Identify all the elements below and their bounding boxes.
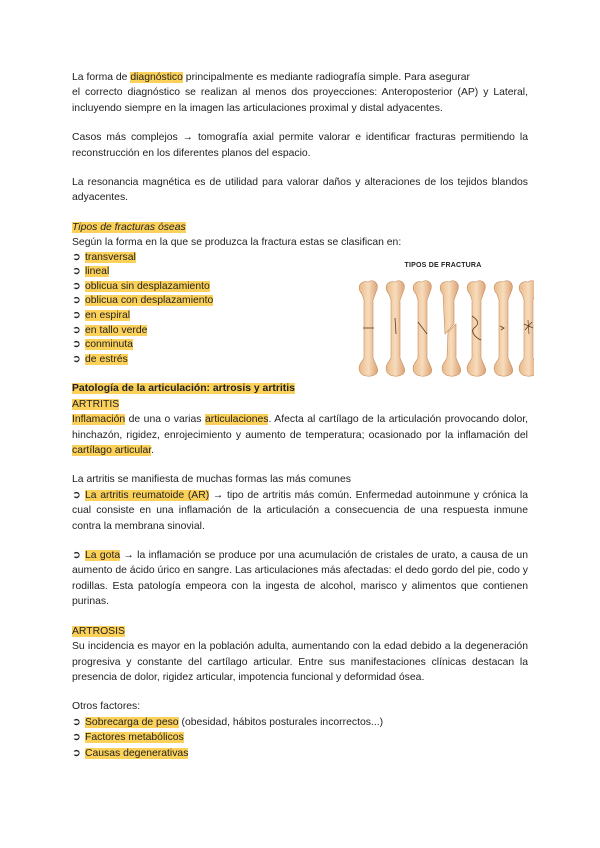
paragraph-artritis <box>72 412 528 458</box>
list-item <box>72 746 528 761</box>
paragraph-artrosis: Su incidencia es mayor en la población adulta, aumentando con la edad debido a la degeneración progresiva y constante del cartílago articular. Entre sus manifestaciones clínicas destacan la presencia de dolor, rigidez articular, impotencia funcional y deformidad ósea. <box>72 641 528 683</box>
text-run: la inflamación se produce por una acumulación de cristales de urato, a causa de un aumento de ácido úrico en sangre. Las articulaciones más afectadas: el dedo gordo del pie, codo y rodillas. Esta patología empeora con la ingesta de alcohol, marisco y alimentos que contienen purinas. <box>72 550 528 608</box>
highlight-artritis-reumatoide: La artritis reumatoide (AR) <box>85 489 210 501</box>
highlight-pathology-heading: Patología de la articulación: artrosis y artritis <box>72 383 295 395</box>
figure-title: TIPOS DE FRACTURA <box>404 262 482 269</box>
text-run: tomografía axial permite valorar e identificar fracturas permitiendo la reconstrucción en los diferentes planos del espacio. <box>72 132 528 159</box>
highlight-sobrecarga: Sobrecarga de peso <box>85 716 179 728</box>
bone-icon <box>494 281 513 376</box>
highlight-inflamacion: Inflamación <box>72 414 126 426</box>
bullet-icon: ➲ <box>72 324 81 336</box>
highlight-diagnostico: diagnóstico <box>130 72 183 83</box>
highlight-gota: La gota <box>85 550 121 562</box>
paragraph-resonancia: La resonancia magnética es de utilidad para valorar daños y alteraciones de los tejidos blandos adyacentes. <box>72 177 528 204</box>
fracture-section-title <box>72 220 528 235</box>
highlight-factores-metabolicos: Factores metabólicos <box>85 732 184 744</box>
fracture-types-figure <box>352 262 534 380</box>
bullet-icon: ➲ <box>72 732 81 744</box>
bullet-icon: ➲ <box>72 251 81 263</box>
fracture-intro: Según la forma en la que se produzca la fractura estas se clasifican en: <box>72 237 402 249</box>
bullet-icon: ➲ <box>72 266 81 278</box>
artritis-label: ARTRITIS <box>72 398 120 410</box>
list-item-label: en tallo verde <box>85 324 148 336</box>
bone-icon <box>386 281 405 376</box>
list-item-label: conminuta <box>85 339 133 351</box>
paragraph-casos-complejos <box>72 130 528 161</box>
paragraph-gota <box>72 548 528 610</box>
list-item-label: de estrés <box>85 353 128 365</box>
text-run: principalmente es mediante radiografía simple. Para asegurar <box>182 72 470 83</box>
paragraph-diagnostico <box>72 70 528 116</box>
artritis-label-line <box>72 397 528 412</box>
list-item-label: oblicua sin desplazamiento <box>85 280 210 292</box>
highlight-cartilago-articular: cartílago articular <box>72 445 152 457</box>
text-run: La forma de <box>72 72 131 83</box>
artritis-forms-intro: La artritis se manifiesta de muchas formas las más comunes <box>72 474 351 486</box>
list-item-label: transversal <box>85 251 136 263</box>
text-run: (obesidad, hábitos posturales incorrectos...) <box>178 716 384 728</box>
otros-factores-intro: Otros factores: <box>72 701 141 713</box>
fracture-bones-illustration <box>352 262 534 380</box>
artrosis-label: ARTROSIS <box>72 625 125 637</box>
artrosis-label-line <box>72 624 528 639</box>
bone-icon <box>359 281 378 376</box>
list-item-label: oblicua con desplazamiento <box>85 295 214 307</box>
bone-icon <box>413 281 432 376</box>
bullet-icon: ➲ <box>72 295 81 307</box>
highlight-tipos-fracturas: Tipos de fracturas óseas <box>72 221 186 233</box>
bullet-icon: ➲ <box>72 353 81 365</box>
bone-icon <box>440 281 461 376</box>
list-item <box>72 730 528 745</box>
arrow-symbol: → <box>182 132 194 144</box>
paragraph-artritis-reumatoide <box>72 488 528 534</box>
bullet-icon: ➲ <box>72 339 81 351</box>
bullet-icon: ➲ <box>72 310 81 322</box>
bullet-icon: ➲ <box>72 550 81 562</box>
list-item <box>72 715 528 730</box>
arrow-symbol: → <box>123 550 134 562</box>
bullet-icon: ➲ <box>72 280 81 292</box>
text-run: . <box>151 445 155 457</box>
text-run: Casos más complejos <box>72 132 183 144</box>
list-item-label: en espiral <box>85 310 131 322</box>
bone-icon <box>467 281 486 376</box>
list-item-label: lineal <box>85 266 110 278</box>
arrow-symbol: → <box>212 489 224 501</box>
text-run: . Afecta al cartílago de la articulación provocando dolor, hinchazón, rigidez, enrojecimiento y aumento de temperatura; ocasionado por la inflamación del <box>72 414 528 441</box>
highlight-causas-degenerativas: Causas degenerativas <box>85 747 189 759</box>
highlight-articulaciones: articulaciones <box>204 414 269 426</box>
text-run: de una o varias <box>125 414 205 426</box>
bullet-icon: ➲ <box>72 489 81 501</box>
bone-icon <box>519 281 534 376</box>
bullet-icon: ➲ <box>72 716 81 728</box>
text-run: el correcto diagnóstico se realizan al menos dos proyecciones: Anteroposterior (AP) y Lateral, incluyendo siempre en la imagen las articulaciones proximal y distal adyacentes. <box>72 87 528 114</box>
document-body <box>72 70 528 761</box>
text-run: tipo de artritis más común. Enfermedad autoinmune y crónica la cual consiste en una inflamación de la articulación a consecuencia de una respuesta inmune contra la membrana sinovial. <box>72 489 529 532</box>
bullet-icon: ➲ <box>72 747 81 759</box>
pathology-heading <box>72 381 528 396</box>
